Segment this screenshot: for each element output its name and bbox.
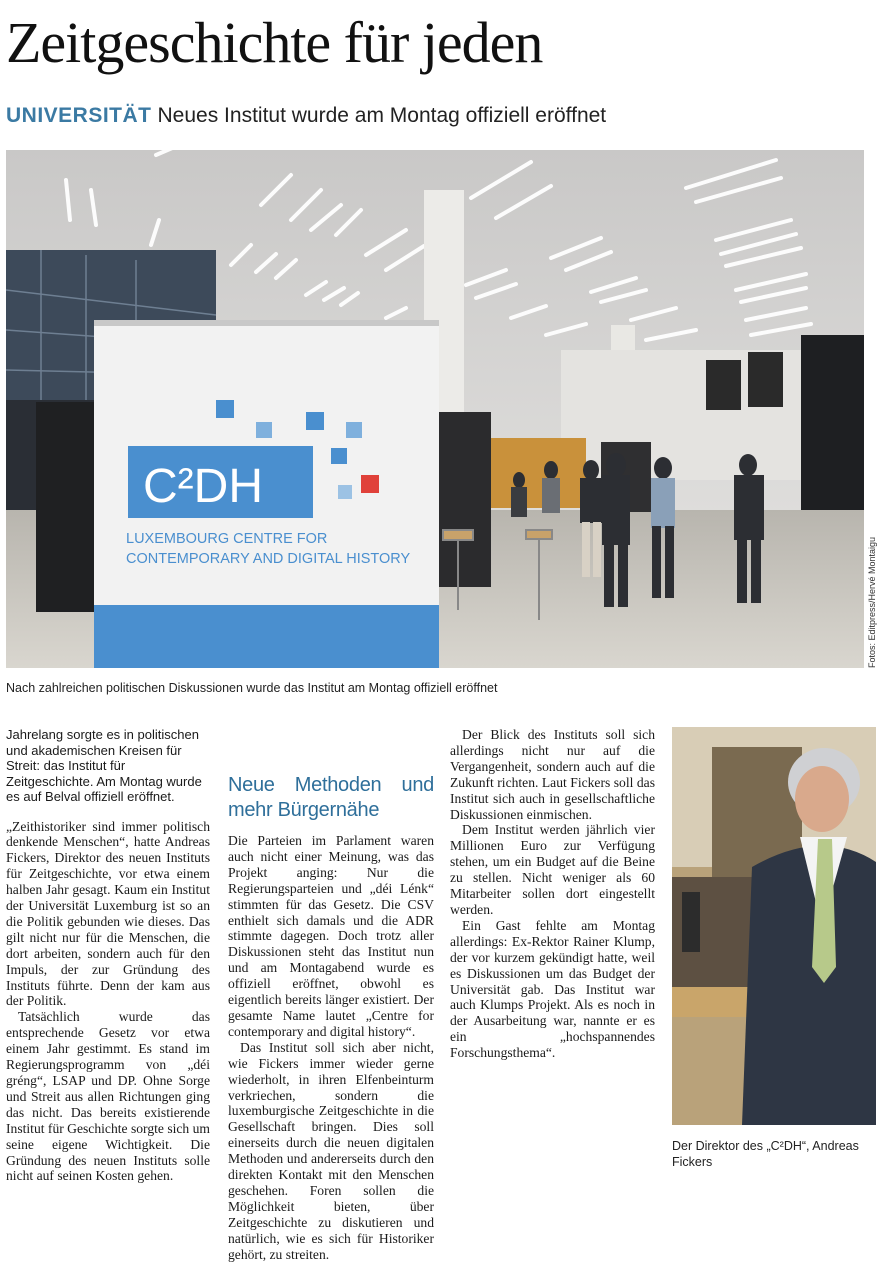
photo-credit: Fotos: Editpress/Hervé Montaigu — [867, 536, 877, 668]
article-column-2 — [228, 774, 434, 1262]
director-photo-caption: Der Direktor des „C²DH“, Andreas Fickers — [672, 1139, 859, 1169]
main-photo — [6, 150, 864, 668]
article-column-1 — [6, 727, 210, 1184]
portrait-illustration — [672, 727, 876, 1125]
sign-logo: C²DH — [143, 460, 263, 513]
article-paragraph: „Zeithistoriker sind immer politisch denkende Menschen“, hatte Andreas Fickers, Direktor des neuen Instituts für Zeitgeschichte, vor etwa einem halben Jahr gesagt. Kaum ein Institut der Universität Luxemburg ist so an die Politik gebunden wie dieses. Das gilt nicht nur für die Menschen, die dort arbeiten, sondern auch für den Impuls, der zur Gründung des Instituts führte. Denn der kam aus der Politik. — [6, 818, 210, 1009]
article-paragraph: Das Institut soll sich aber nicht, wie Fickers immer wieder gerne wiederholt, in ihren Elfenbeinturm verkriechen, sondern die luxemburgische Zeitgeschichte in die Gesellschaft bringen. Dies soll einerseits durch die neuen digitalen Methoden und andererseits durch den direkten Kontakt mit den Menschen geschehen. Foren sollen die Möglichkeit bieten, über Zeitgeschichte zu diskutieren und natürlich, wie es sich für Historiker gehört, zu streiten. — [228, 1039, 434, 1262]
article-lead: Jahrelang sorgte es in politischen und akademischen Kreisen für Streit: das Institut für Zeitgeschichte. Am Montag wurde es auf Belval offiziell eröffnet. — [6, 727, 202, 804]
director-photo — [672, 727, 876, 1125]
subheadline: Neues Institut wurde am Montag offiziell eröffnet — [157, 104, 607, 127]
article-paragraph: Dem Institut werden jährlich vier Millionen Euro zur Verfügung stehen, um ein Budget auf die Beine zu stellen. Nicht weniger als 60 Mitarbeiter sollen dort eingestellt werden. — [450, 822, 655, 917]
headline: Zeitgeschichte für jeden — [6, 10, 543, 75]
article-paragraph: Tatsächlich wurde das entsprechende Gesetz vor etwa einem Jahr gestimmt. Es stand im Regierungsprogramm von „déi gréng“, LSAP und DP. Ohne Sorge und Streit aus allen Richtungen ging das nicht. Das bereits existierende Institut für Geschichte sorgte sich um seine eigene Wichtigkeit. Die Gründung des neuen Instituts solle nicht auf seinen Kosten gehen. — [6, 1009, 210, 1184]
article-paragraph: Die Parteien im Parlament waren auch nicht einer Meinung, was das Projekt anging: Nur die Regierungsparteien und „déi Lénk“ stimmten für das Gesetz. Die CSV enthielt sich damals und die ADR stimmte dagegen. Doch trotz aller Diskussionen steht das Institut nun und am Montagabend wurde es offiziell eröffnet, obwohl es eigentlich bereits länger existiert. Der gesamte Name lautet „Centre for contemporary and digital history“. — [228, 833, 434, 1039]
sign-line-1: LUXEMBOURG CENTRE FOR — [126, 531, 328, 547]
article-column-3 — [450, 727, 655, 1061]
main-photo-caption: Nach zahlreichen politischen Diskussionen wurde das Institut am Montag offiziell eröffnet — [6, 681, 498, 695]
sign-line-2: CONTEMPORARY AND DIGITAL HISTORY — [126, 551, 411, 567]
article-paragraph: Ein Gast fehlte am Montag allerdings: Ex-Rektor Rainer Klump, der vor kurzem gekündigt hatte, weil es Diskussionen um das Budget der Universität gab. Das Institut war auch Klumps Projekt. Als es noch in der Ausarbeitung war, nannte er es ein „hochspannendes Forschungsthema“. — [450, 917, 655, 1061]
article-paragraph: Der Blick des Instituts soll sich allerdings nicht nur auf die Vergangenheit, sondern auch auf die Zukunft richten. Laut Fickers soll das Institut sich auch in gesellschaftliche Diskussionen einmischen. — [450, 727, 655, 822]
subheadline-row — [6, 102, 606, 130]
kicker: UNIVERSITÄT — [6, 104, 152, 127]
institute-hall-illustration — [6, 150, 864, 668]
article-subhead: Neue Methoden und mehr Bürgernähe — [228, 774, 434, 821]
